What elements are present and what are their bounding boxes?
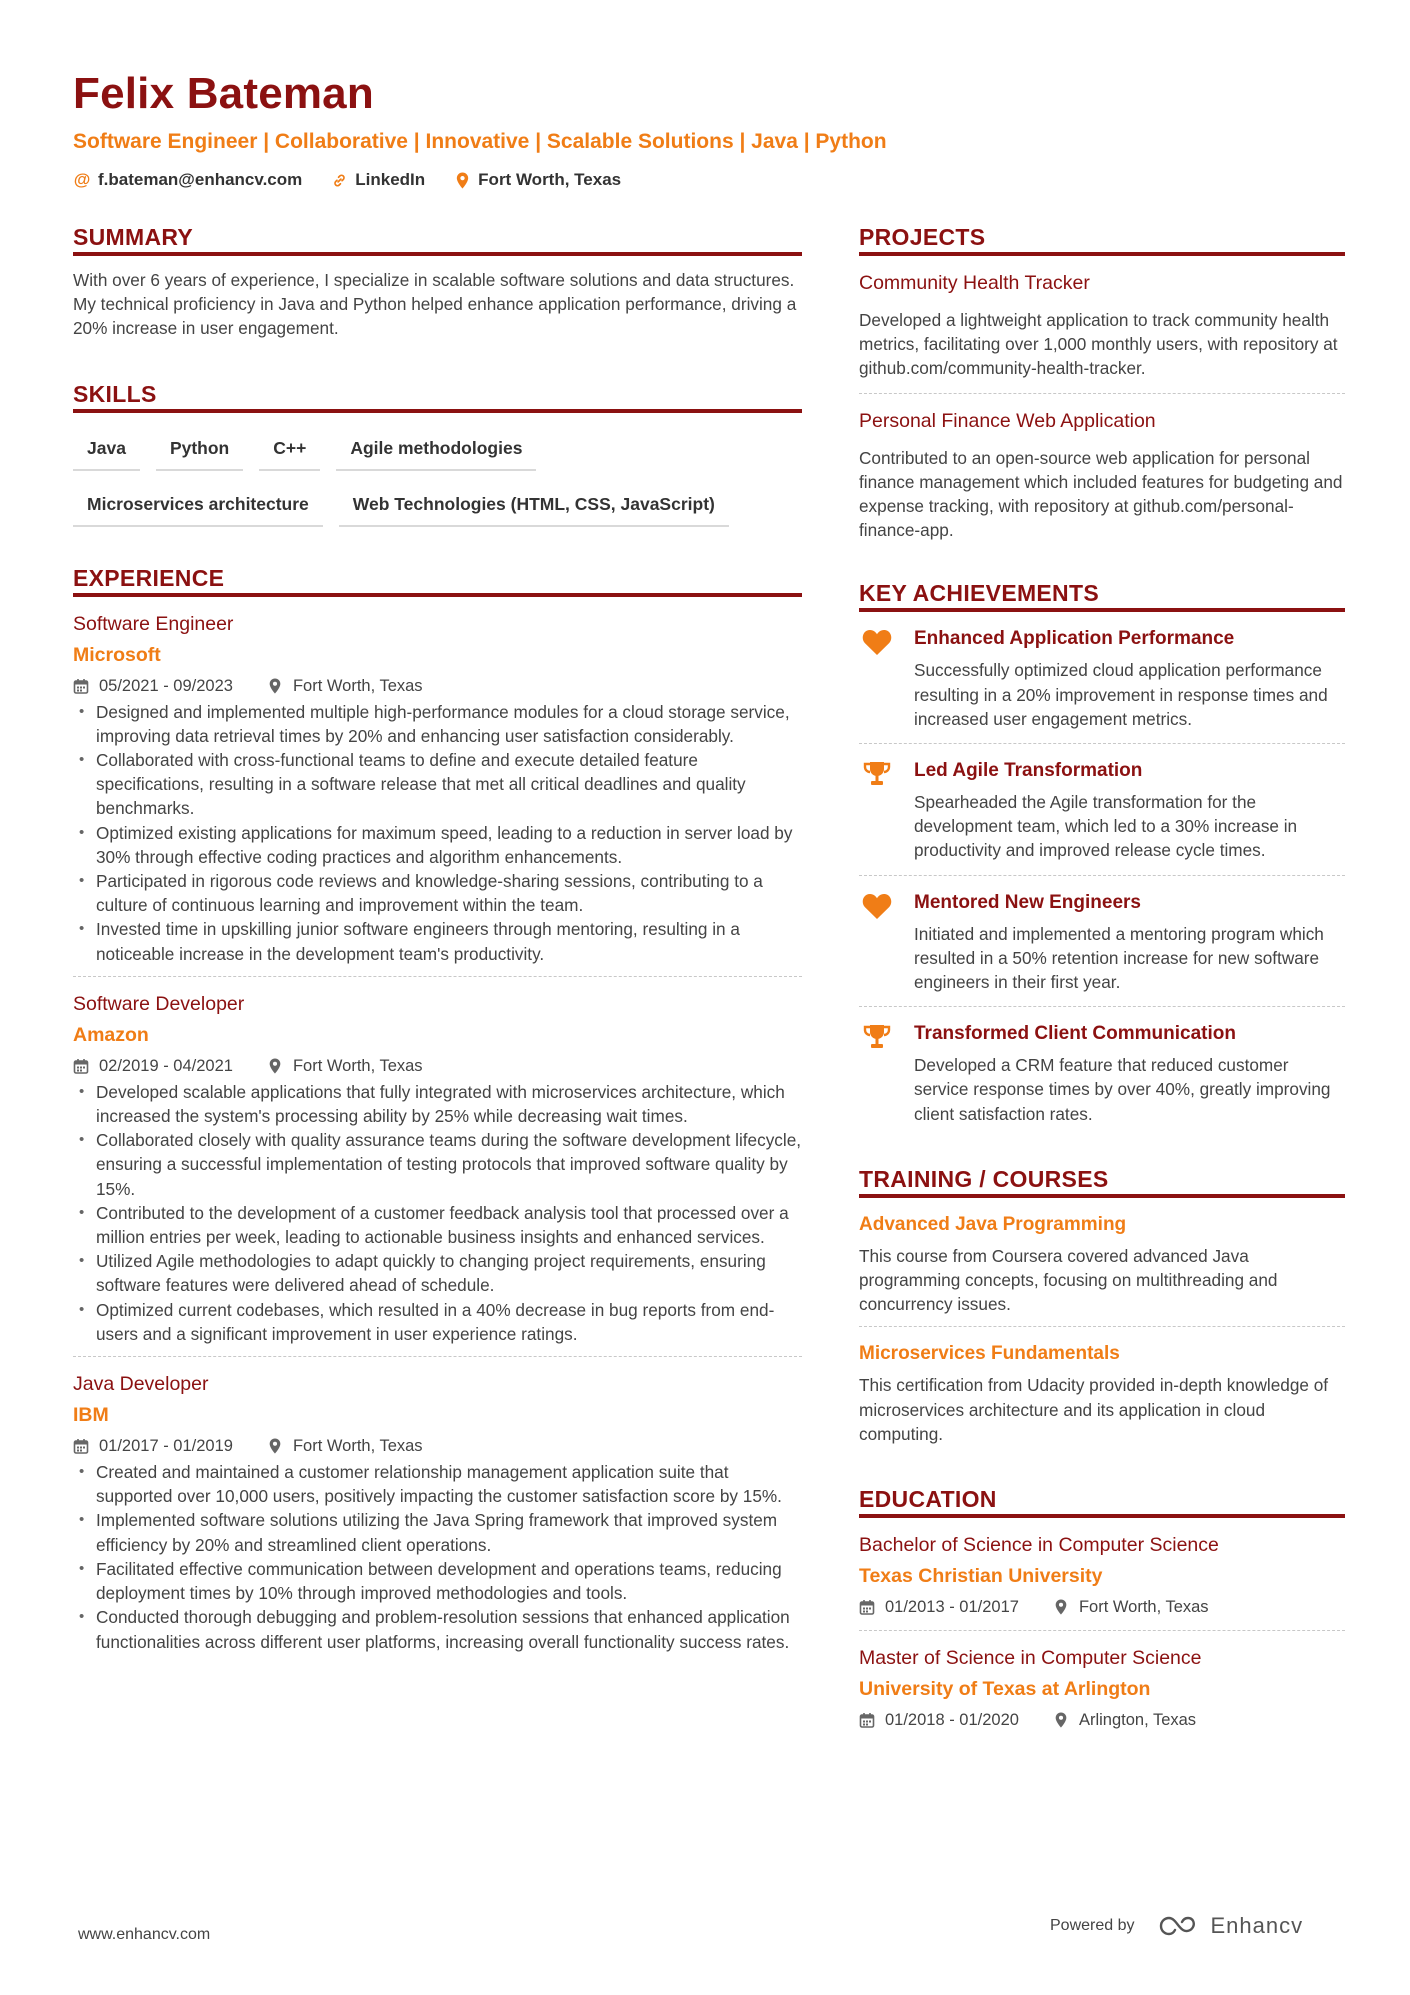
location-text: Fort Worth, Texas <box>1078 1598 1209 1617</box>
bullet-item: • Conducted thorough debugging and problem-resolution sessions that enhanced application functionalities across different user platforms, increasing overall functionality success rates. <box>73 1605 802 1653</box>
job-location <box>267 1435 423 1457</box>
powered-by-text: Powered by <box>1050 1917 1135 1934</box>
bullet-item: • Developed scalable applications that fully integrated with microservices architecture, which increased the system's processing ability by 25% while decreasing wait times. <box>73 1080 802 1128</box>
education-dates <box>859 1596 1019 1618</box>
experience-section <box>73 563 802 1664</box>
achievement-body <box>914 626 1345 731</box>
education-dates <box>859 1709 1019 1731</box>
course-entry <box>859 1327 1345 1456</box>
education-location <box>1053 1709 1196 1731</box>
job-role: Software Developer <box>73 992 245 1015</box>
job-dates <box>73 1435 233 1457</box>
achievement-title: Mentored New Engineers <box>914 891 1141 913</box>
bullet-item: • Contributed to the development of a customer feedback analysis tool that processed over a million entries per week, leading to actionable business insights and enhanced services. <box>73 1201 802 1249</box>
section-title: SUMMARY <box>73 222 802 256</box>
school-name: Texas Christian University <box>859 1565 1103 1588</box>
job-meta <box>73 675 802 697</box>
footer-website[interactable]: www.enhancv.com <box>78 1926 211 1943</box>
achievement-text: Initiated and implemented a mentoring program which resulted in a 50% retention increase for new software engineers in their first year. <box>914 923 1324 993</box>
contact-linkedin[interactable] <box>330 168 425 192</box>
section-title: EXPERIENCE <box>73 563 802 597</box>
job-bullets <box>73 1080 802 1346</box>
heart-icon <box>859 626 894 731</box>
trophy-icon <box>859 758 894 863</box>
calendar-icon <box>73 678 89 694</box>
location-pin-icon <box>1053 1599 1069 1615</box>
skill-tag: Agile methodologies <box>336 429 536 471</box>
location-text: Fort Worth, Texas <box>292 1437 423 1456</box>
project-entry <box>859 256 1345 394</box>
education-location <box>1053 1596 1209 1618</box>
course-description: This course from Coursera covered advanced Java programming concepts, focusing on multithreading and concurrency issues. <box>859 1245 1278 1315</box>
bullet-item: • Invested time in upskilling junior software engineers through mentoring, resulting in a noticeable increase in the development team's productivity. <box>73 917 802 965</box>
achievement-entry <box>859 612 1345 744</box>
bullet-item: • Implemented software solutions utilizing the Java Spring framework that improved system efficiency by 20% and streamlined client operations. <box>73 1508 802 1556</box>
bullet-item: • Optimized current codebases, which resulted in a 40% decrease in bug reports from end-users and a significant improvement in user experience ratings. <box>73 1298 802 1346</box>
bullet-item: • Optimized existing applications for maximum speed, leading to a reduction in server load by 30% through effective coding practices and algorithm enhancements. <box>73 821 802 869</box>
section-title: KEY ACHIEVEMENTS <box>859 578 1345 612</box>
education-entry <box>859 1518 1345 1631</box>
trophy-icon <box>859 1021 894 1126</box>
job-meta <box>73 1055 802 1077</box>
skills-list <box>73 429 802 527</box>
achievement-title: Enhanced Application Performance <box>914 628 1235 650</box>
training-section <box>859 1164 1345 1456</box>
projects-section <box>859 222 1345 554</box>
achievement-body <box>914 758 1345 863</box>
contact-location <box>453 168 621 192</box>
contact-email[interactable] <box>73 168 302 192</box>
job-entry <box>73 1357 802 1664</box>
job-bullets <box>73 700 802 966</box>
course-title: Microservices Fundamentals <box>859 1343 1120 1365</box>
achievement-entry <box>859 744 1345 876</box>
brand-logo[interactable] <box>1157 1913 1304 1939</box>
education-meta <box>859 1596 1345 1618</box>
summary-section <box>73 222 802 341</box>
dates-text: 01/2018 - 01/2020 <box>885 1711 1019 1730</box>
candidate-headline: Software Engineer | Collaborative | Innovative | Scalable Solutions | Java | Python <box>73 130 887 153</box>
bullet-item: • Participated in rigorous code reviews and knowledge-sharing sessions, contributing to a culture of continuous learning and improvement within the team. <box>73 869 802 917</box>
summary-text: With over 6 years of experience, I specialize in scalable software solutions and data structures. My technical proficiency in Java and Python helped enhance application performance, driving a 20% increase in user engagement. <box>73 270 797 339</box>
footer-branding <box>1050 1913 1303 1939</box>
bullet-item: • Collaborated with cross-functional teams to define and execute detailed feature specifications, resulting in a software release that met all critical deadlines and quality benchmarks. <box>73 748 802 821</box>
dates-text: 02/2019 - 04/2021 <box>99 1056 233 1075</box>
location-text: Fort Worth, Texas <box>292 1056 423 1075</box>
section-title: EDUCATION <box>859 1484 1345 1518</box>
bullet-item: • Collaborated closely with quality assurance teams during the software development lifecycle, ensuring a successful implementation of testing protocols that improved software quality by 15%. <box>73 1128 802 1201</box>
education-section <box>859 1484 1345 1743</box>
achievement-body <box>914 1021 1345 1126</box>
skill-tag: Python <box>156 429 243 471</box>
project-description: Contributed to an open-source web application for personal finance management which included features for budgeting and expense tracking, with repository at github.com/personal-finance-app. <box>859 447 1343 541</box>
project-description: Developed a lightweight application to track community health metrics, facilitating over 1,000 monthly users, with repository at github.com/community-health-tracker. <box>859 310 1338 379</box>
project-entry <box>859 394 1345 555</box>
calendar-icon <box>859 1712 875 1728</box>
location-pin-icon <box>1053 1712 1069 1728</box>
course-entry <box>859 1198 1345 1328</box>
section-title: TRAINING / COURSES <box>859 1164 1345 1198</box>
job-meta <box>73 1435 802 1457</box>
achievement-title: Led Agile Transformation <box>914 760 1143 782</box>
left-column <box>73 222 802 1664</box>
candidate-name: Felix Bateman <box>73 69 374 118</box>
job-company: IBM <box>73 1404 109 1427</box>
right-column <box>859 222 1345 1743</box>
linkedin-text: LinkedIn <box>355 170 426 189</box>
job-bullets <box>73 1460 802 1654</box>
heart-icon <box>859 890 894 995</box>
course-title: Advanced Java Programming <box>859 1213 1127 1235</box>
contact-row <box>73 168 1343 192</box>
skills-section <box>73 379 802 527</box>
achievement-text: Spearheaded the Agile transformation for the development team, which led to a 30% increase in productivity and improved release cycle times. <box>914 792 1298 861</box>
job-dates <box>73 675 233 697</box>
achievement-entry <box>859 1007 1345 1138</box>
bullet-item: • Facilitated effective communication between development and operations teams, reducing deployment times by 10% through improved methodologies and tools. <box>73 1557 802 1605</box>
project-title: Community Health Tracker <box>859 272 1090 294</box>
bullet-item: • Utilized Agile methodologies to adapt quickly to changing project requirements, ensuring software features were delivered ahead of schedule. <box>73 1249 802 1297</box>
section-title: SKILLS <box>73 379 802 413</box>
dates-text: 05/2021 - 09/2023 <box>99 676 233 695</box>
achievement-entry <box>859 876 1345 1008</box>
dates-text: 01/2013 - 01/2017 <box>885 1598 1019 1617</box>
skill-tag: Web Technologies (HTML, CSS, JavaScript) <box>339 485 729 527</box>
link-icon <box>330 172 348 189</box>
school-name: University of Texas at Arlington <box>859 1678 1151 1701</box>
section-title: PROJECTS <box>859 222 1345 256</box>
achievement-body <box>914 890 1345 995</box>
job-entry <box>73 597 802 977</box>
job-location <box>267 1055 423 1077</box>
skill-tag: Microservices architecture <box>73 485 323 527</box>
skill-tag: Java <box>73 429 140 471</box>
resume-header <box>73 66 1343 192</box>
degree-title: Bachelor of Science in Computer Science <box>859 1534 1219 1557</box>
enhancv-logo-icon <box>1157 1913 1203 1939</box>
achievements-section <box>859 578 1345 1137</box>
location-text: Fort Worth, Texas <box>292 676 423 695</box>
email-text: f.bateman@enhancv.com <box>98 170 303 189</box>
location-pin-icon <box>453 172 471 189</box>
calendar-icon <box>73 1438 89 1454</box>
education-entry <box>859 1631 1345 1743</box>
brand-name: Enhancv <box>1210 1913 1304 1938</box>
location-pin-icon <box>267 1438 283 1454</box>
degree-title: Master of Science in Computer Science <box>859 1647 1202 1670</box>
job-company: Microsoft <box>73 643 161 666</box>
job-dates <box>73 1055 233 1077</box>
skill-tag: C++ <box>259 429 320 471</box>
bullet-item: • Designed and implemented multiple high-performance modules for a cloud storage service, improving data retrieval times by 20% and enhancing user satisfaction considerably. <box>73 700 802 748</box>
dates-text: 01/2017 - 01/2019 <box>99 1437 233 1456</box>
location-pin-icon <box>267 678 283 694</box>
education-meta <box>859 1709 1345 1731</box>
location-text: Arlington, Texas <box>1078 1711 1197 1730</box>
course-description: This certification from Udacity provided in-depth knowledge of microservices architecture and its application in cloud computing. <box>859 1375 1329 1444</box>
job-role: Software Engineer <box>73 612 234 635</box>
achievement-text: Developed a CRM feature that reduced customer service response times by over 40%, greatly improving client satisfaction rates. <box>914 1055 1331 1124</box>
achievement-title: Transformed Client Communication <box>914 1023 1236 1045</box>
achievement-text: Successfully optimized cloud application performance resulting in a 20% improvement in response times and increased user engagement metrics. <box>914 660 1328 729</box>
calendar-icon <box>73 1058 89 1074</box>
job-company: Amazon <box>73 1023 149 1046</box>
bullet-item: • Created and maintained a customer relationship management application suite that supported over 10,000 users, positively impacting the customer satisfaction score by 15%. <box>73 1460 802 1508</box>
at-icon: @ <box>73 170 91 189</box>
job-location <box>267 675 423 697</box>
project-title: Personal Finance Web Application <box>859 409 1156 432</box>
location-pin-icon <box>267 1058 283 1074</box>
location-text: Fort Worth, Texas <box>478 170 622 189</box>
job-role: Java Developer <box>73 1373 209 1396</box>
calendar-icon <box>859 1599 875 1615</box>
job-entry <box>73 977 802 1357</box>
